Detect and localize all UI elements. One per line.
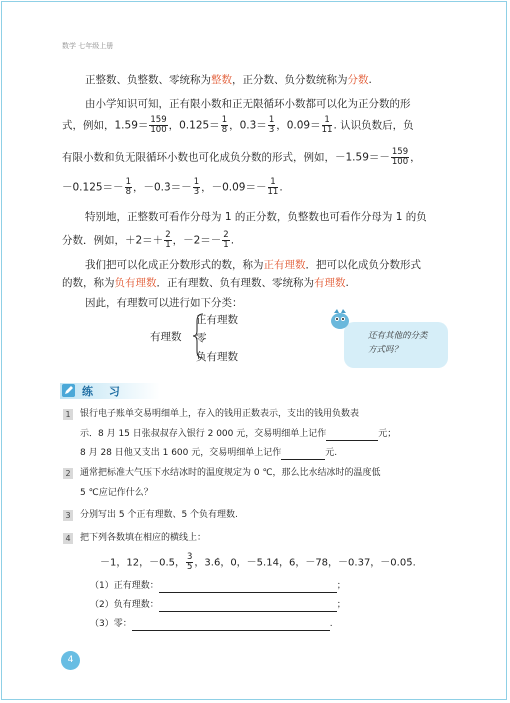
- exercise-2-line2: 5 ℃应记作什么？: [80, 488, 153, 498]
- term-fraction: 分数: [347, 74, 369, 86]
- mascot-icon: [326, 305, 354, 333]
- exercise-1-line2: 示．8 月 15 日张叔叔存入银行 2 000 元，交易明细单上记作 元；: [80, 429, 397, 439]
- exercise-4-number-list: －1，12，－0.5， $\frac{3}{5}$ ，3.6̇，0，－5.14，6，－78，－0.37，－0.05̇.: [100, 552, 416, 572]
- classification-item-positive: 正有理数: [196, 314, 238, 326]
- classification-item-zero: 零: [196, 332, 207, 344]
- answer-blank[interactable]: [159, 601, 337, 612]
- paragraph-integers-fractions: 正整数、负整数、零统称为整数，正分数、负分数统称为分数.: [85, 74, 372, 86]
- answer-blank[interactable]: [159, 582, 337, 593]
- paragraph-rational-def-line2: 的数，称为负有理数．正有理数、负有理数、零统称为有理数.: [62, 277, 349, 289]
- exercise-number-2: 2: [63, 468, 73, 479]
- exercise-number-3: 3: [63, 510, 73, 521]
- page-number: 4: [61, 651, 80, 670]
- answer-blank[interactable]: [281, 449, 325, 460]
- practice-title: 练 习: [82, 385, 126, 398]
- exercise-number-4: 4: [63, 533, 73, 544]
- classification-root: 有理数: [150, 331, 182, 343]
- exercise-4-line1: 把下列各数填在相应的横线上：: [80, 533, 207, 543]
- paragraph-decimals-line2: 式，例如，1.59＝ $\frac{159}{100}$ ，0.125＝ $\frac{1}{8}$ ，0.3̇＝ $\frac{1}{3}$ ，0.0̇9̇＝ $\frac{1}{11}$ . 认识负数后，负: [62, 115, 414, 135]
- exercise-3-line1: 分别写出 5 个正有理数、5 个负有理数.: [80, 510, 238, 520]
- term-integer: 整数: [211, 74, 232, 86]
- term-rational: 有理数: [314, 277, 346, 289]
- term-negative-rational: 负有理数: [114, 277, 157, 289]
- exercise-number-1: 1: [63, 409, 73, 420]
- paragraph-decimals-line3: 有限小数和负无限循环小数也可化成负分数的形式，例如，－1.59＝－ $\frac{159}{100}$ ，: [62, 147, 421, 167]
- exercise-4-positive-row: （1）正有理数： ；: [90, 581, 346, 591]
- exercise-4-negative-row: （2）负有理数： ；: [90, 600, 346, 610]
- classification-item-negative: 负有理数: [196, 351, 238, 363]
- exercise-4-zero-row: （3）零： .: [90, 619, 333, 629]
- thought-bubble: [344, 322, 448, 368]
- paragraph-integers-as-fractions-line1: 特别地，正整数可看作分母为 1 的正分数，负整数也可看作分母为 1 的负: [85, 211, 427, 223]
- pencil-icon: [62, 384, 75, 397]
- exercise-2-line1: 通常把标准大气压下水结冰时的温度规定为 0 ℃，那么比水结冰时的温度低: [80, 468, 381, 478]
- answer-blank[interactable]: [132, 620, 330, 631]
- exercise-1-line3: 8 月 28 日他又支出 1 600 元，交易明细单上记作 元.: [80, 448, 338, 458]
- paragraph-decimals-line1: 由小学知识可知，正有限小数和正无限循环小数都可以化为正分数的形: [85, 98, 411, 110]
- bubble-text: 还有其他的分类 方式吗？: [368, 331, 428, 355]
- running-header: 数学 七年级上册: [62, 42, 114, 50]
- paragraph-decimals-line4: －0.125＝－ $\frac{1}{8}$ ，－0.3̇＝－ $\frac{1}{3}$ ，－0.0̇9̇＝－ $\frac{1}{11}$ .: [62, 177, 283, 197]
- paragraph-classification-intro: 因此，有理数可以进行如下分类：: [85, 297, 243, 309]
- paragraph-rational-def-line1: 我们把可以化成正分数形式的数，称为正有理数．把可以化成负分数形式: [85, 259, 421, 271]
- paragraph-integers-as-fractions-line2: 分数．例如，＋2＝＋ $\frac{2}{1}$ ，－2＝－ $\frac{2}{1}$ .: [62, 230, 235, 250]
- exercise-1-line1: 银行电子账单交易明细单上，存入的钱用正数表示，支出的钱用负数表: [80, 409, 360, 419]
- answer-blank[interactable]: [326, 430, 378, 441]
- term-positive-rational: 正有理数: [263, 259, 306, 271]
